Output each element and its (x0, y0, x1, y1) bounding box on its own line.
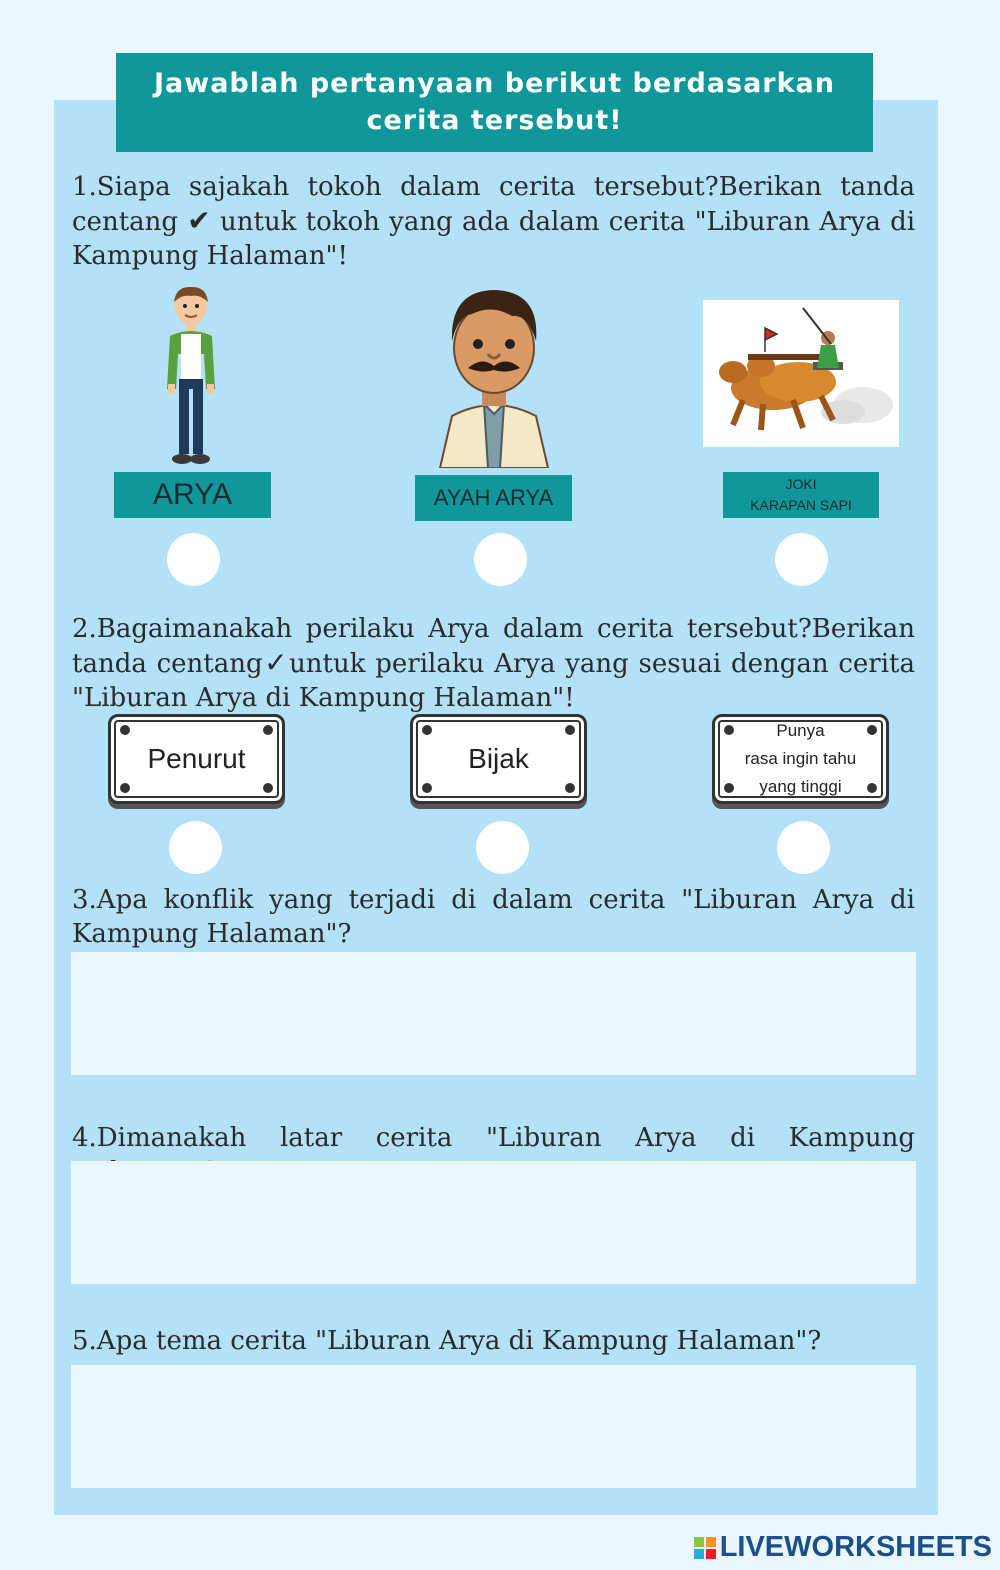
label-ayah-arya: AYAH ARYA (415, 475, 572, 521)
label-joki-karapan-sapi (723, 472, 879, 518)
banner-line-1: Jawablah pertanyaan berikut berdasarkan (153, 68, 835, 99)
option-bijak-label: Bijak (468, 743, 529, 774)
answer-field-q3[interactable] (71, 952, 916, 1075)
answer-field-q4[interactable] (71, 1161, 916, 1284)
instruction-banner (116, 53, 873, 152)
question-2-text (72, 612, 915, 715)
question-5-text: 5.Apa tema cerita "Liburan Arya di Kampung Halaman"? (72, 1326, 822, 1356)
karapan-sapi-illustration (703, 300, 899, 447)
q2-text-a: 2.Bagaimanakah perilaku Arya dalam cerita tersebut?Berikan tanda centang (72, 614, 915, 679)
question-3-text: 3.Apa konflik yang terjadi di dalam cerita "Liburan Arya di Kampung Halaman"? (72, 885, 915, 949)
liveworksheets-logo[interactable] (694, 1531, 992, 1564)
option-rasa-line-3: yang tinggi (759, 777, 842, 796)
q1-text-a: 1.Siapa sajakah tokoh dalam cerita tersebut?Berikan tanda centang (72, 172, 915, 237)
option-rasa-line-2: rasa ingin tahu (744, 749, 857, 768)
option-rasa-ingin-tahu[interactable] (712, 714, 889, 804)
option-bijak[interactable] (410, 714, 587, 804)
answer-field-q5[interactable] (71, 1365, 916, 1488)
answer-circle-arya[interactable] (167, 533, 220, 586)
option-penurut-label: Penurut (147, 743, 246, 774)
label-joki-line-1: JOKI (785, 476, 817, 492)
question-4-text: 4.Dimanakah latar cerita "Liburan Arya di Kampung (72, 1123, 915, 1153)
question-1-text (72, 170, 915, 273)
logo-text: LIVEWORKSHEETS (719, 1531, 992, 1563)
q2-text-b: untuk perilaku Arya yang sesuai dengan cerita "Liburan Arya di Kampung Halaman"! (72, 649, 915, 713)
banner-line-2: cerita tersebut! (366, 105, 623, 136)
answer-circle-bijak[interactable] (476, 821, 529, 874)
answer-circle-ayah-arya[interactable] (474, 533, 527, 586)
answer-circle-joki[interactable] (775, 533, 828, 586)
answer-circle-penurut[interactable] (169, 821, 222, 874)
option-penurut[interactable] (108, 714, 285, 804)
ayah-arya-illustration (432, 286, 556, 468)
option-rasa-line-1: Punya (776, 721, 825, 740)
checkmark-icon: ✓ (262, 646, 290, 679)
arya-illustration (160, 284, 222, 466)
label-joki-line-2: KARAPAN SAPI (750, 497, 852, 513)
q1-text-b: untuk tokoh yang ada dalam cerita "Liburan Arya di Kampung Halaman"! (72, 207, 916, 271)
answer-circle-rasa-ingin-tahu[interactable] (777, 821, 830, 874)
logo-mark-icon (694, 1537, 716, 1559)
check-icon: ✔ (187, 204, 211, 237)
label-arya: ARYA (114, 472, 271, 518)
